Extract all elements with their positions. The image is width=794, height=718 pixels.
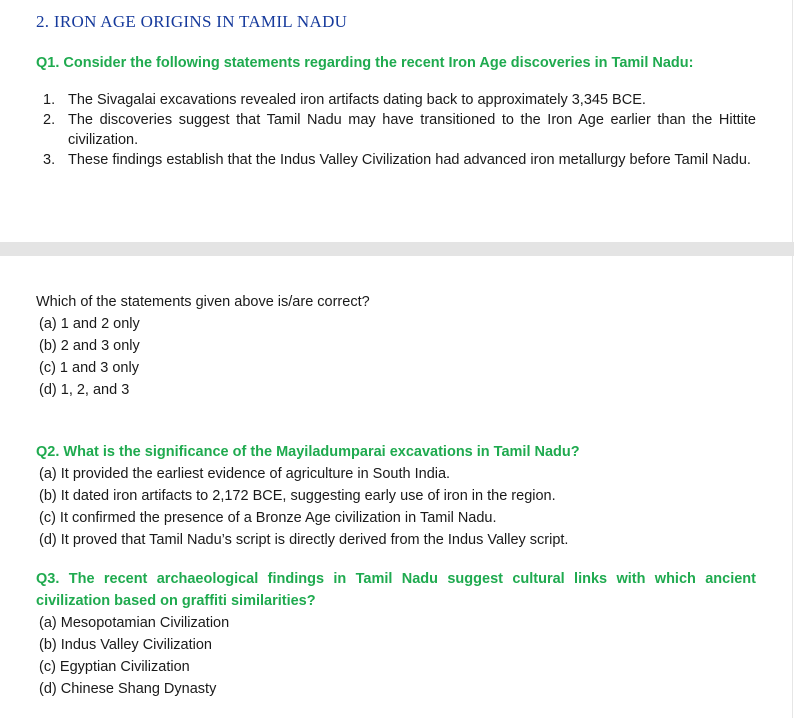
q3-option-d: (d) Chinese Shang Dynasty xyxy=(39,681,217,697)
q1-option-c: (c) 1 and 3 only xyxy=(39,360,139,376)
statement-item xyxy=(36,90,756,110)
q3-block xyxy=(36,568,756,700)
q1-option-a: (a) 1 and 2 only xyxy=(39,316,140,332)
q3-option-b: (b) Indus Valley Civilization xyxy=(39,637,212,653)
q2-option-c: (c) It confirmed the presence of a Bronze Age civilization in Tamil Nadu. xyxy=(39,510,497,526)
statement-text: The Sivagalai excavations revealed iron artifacts dating back to approximately 3,345 BCE. xyxy=(68,92,646,108)
statement-number: 2. xyxy=(43,112,56,128)
q3-question: Q3. The recent archaeological findings in Tamil Nadu suggest cultural links with which ancient civilization based on graffiti similarities? xyxy=(36,571,756,609)
q2-option-d: (d) It proved that Tamil Nadu’s script is directly derived from the Indus Valley script. xyxy=(39,532,569,548)
q2-question: Q2. What is the significance of the Mayiladumparai excavations in Tamil Nadu? xyxy=(36,444,580,460)
q1-question: Q1. Consider the following statements regarding the recent Iron Age discoveries in Tamil Nadu: xyxy=(36,55,694,71)
q1-option-b: (b) 2 and 3 only xyxy=(39,338,140,354)
statement-text: These findings establish that the Indus Valley Civilization had advanced iron metallurgy before Tamil Nadu. xyxy=(68,152,751,168)
q1-prompt: Which of the statements given above is/are correct? xyxy=(36,294,370,310)
q1-answer-block xyxy=(36,291,756,401)
page-2 xyxy=(0,256,793,718)
statement-number: 1. xyxy=(43,92,56,108)
q1-option-d: (d) 1, 2, and 3 xyxy=(39,382,130,398)
q2-option-a: (a) It provided the earliest evidence of agriculture in South India. xyxy=(39,466,451,482)
page-1 xyxy=(0,0,793,242)
statement-item xyxy=(36,150,756,170)
page-gap xyxy=(0,242,794,256)
q3-option-c: (c) Egyptian Civilization xyxy=(39,659,190,675)
q1-statements xyxy=(36,90,756,170)
statement-item xyxy=(36,110,756,150)
section-title: 2. IRON AGE ORIGINS IN TAMIL NADU xyxy=(36,12,348,31)
statement-text: The discoveries suggest that Tamil Nadu may have transitioned to the Iron Age earlier than the Hittite civilization. xyxy=(68,112,756,148)
q2-block xyxy=(36,441,756,551)
q2-option-b: (b) It dated iron artifacts to 2,172 BCE, suggesting early use of iron in the region. xyxy=(39,488,556,504)
statement-number: 3. xyxy=(43,152,56,168)
q3-option-a: (a) Mesopotamian Civilization xyxy=(39,615,230,631)
